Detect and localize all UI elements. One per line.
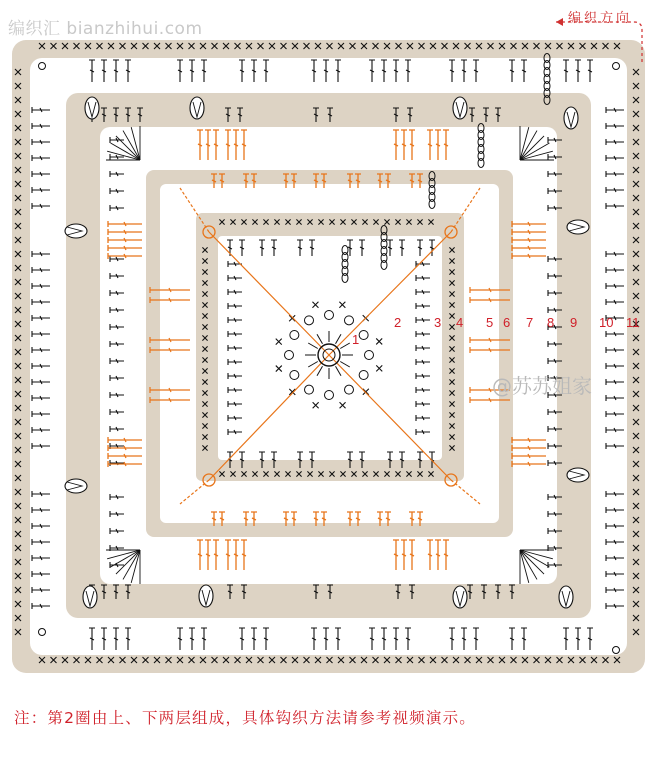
round-number-3: 3: [434, 315, 442, 330]
round-number-9: 9: [570, 315, 578, 330]
round-number-1: 1: [352, 332, 360, 347]
direction-label: 编织方向: [568, 11, 633, 26]
round-number-11: 11: [626, 315, 640, 330]
round-number-6: 6: [503, 315, 511, 330]
direction-arrowhead: [556, 18, 563, 26]
watermark: 编织汇 bianzhihui.com: [8, 19, 203, 39]
instruction-note: 注：第2圈由上、下两层组成，具体钩织方法请参考视频演示。: [14, 709, 476, 727]
credit-watermark: @苏苏姐家: [492, 374, 592, 398]
round-number-7: 7: [526, 315, 534, 330]
round-number-2: 2: [394, 315, 402, 330]
band-core-gap: [218, 236, 442, 460]
round-number-5: 5: [486, 315, 494, 330]
round-number-8: 8: [547, 315, 555, 330]
round-number-10: 10: [599, 315, 614, 330]
round-number-4: 4: [456, 315, 464, 330]
